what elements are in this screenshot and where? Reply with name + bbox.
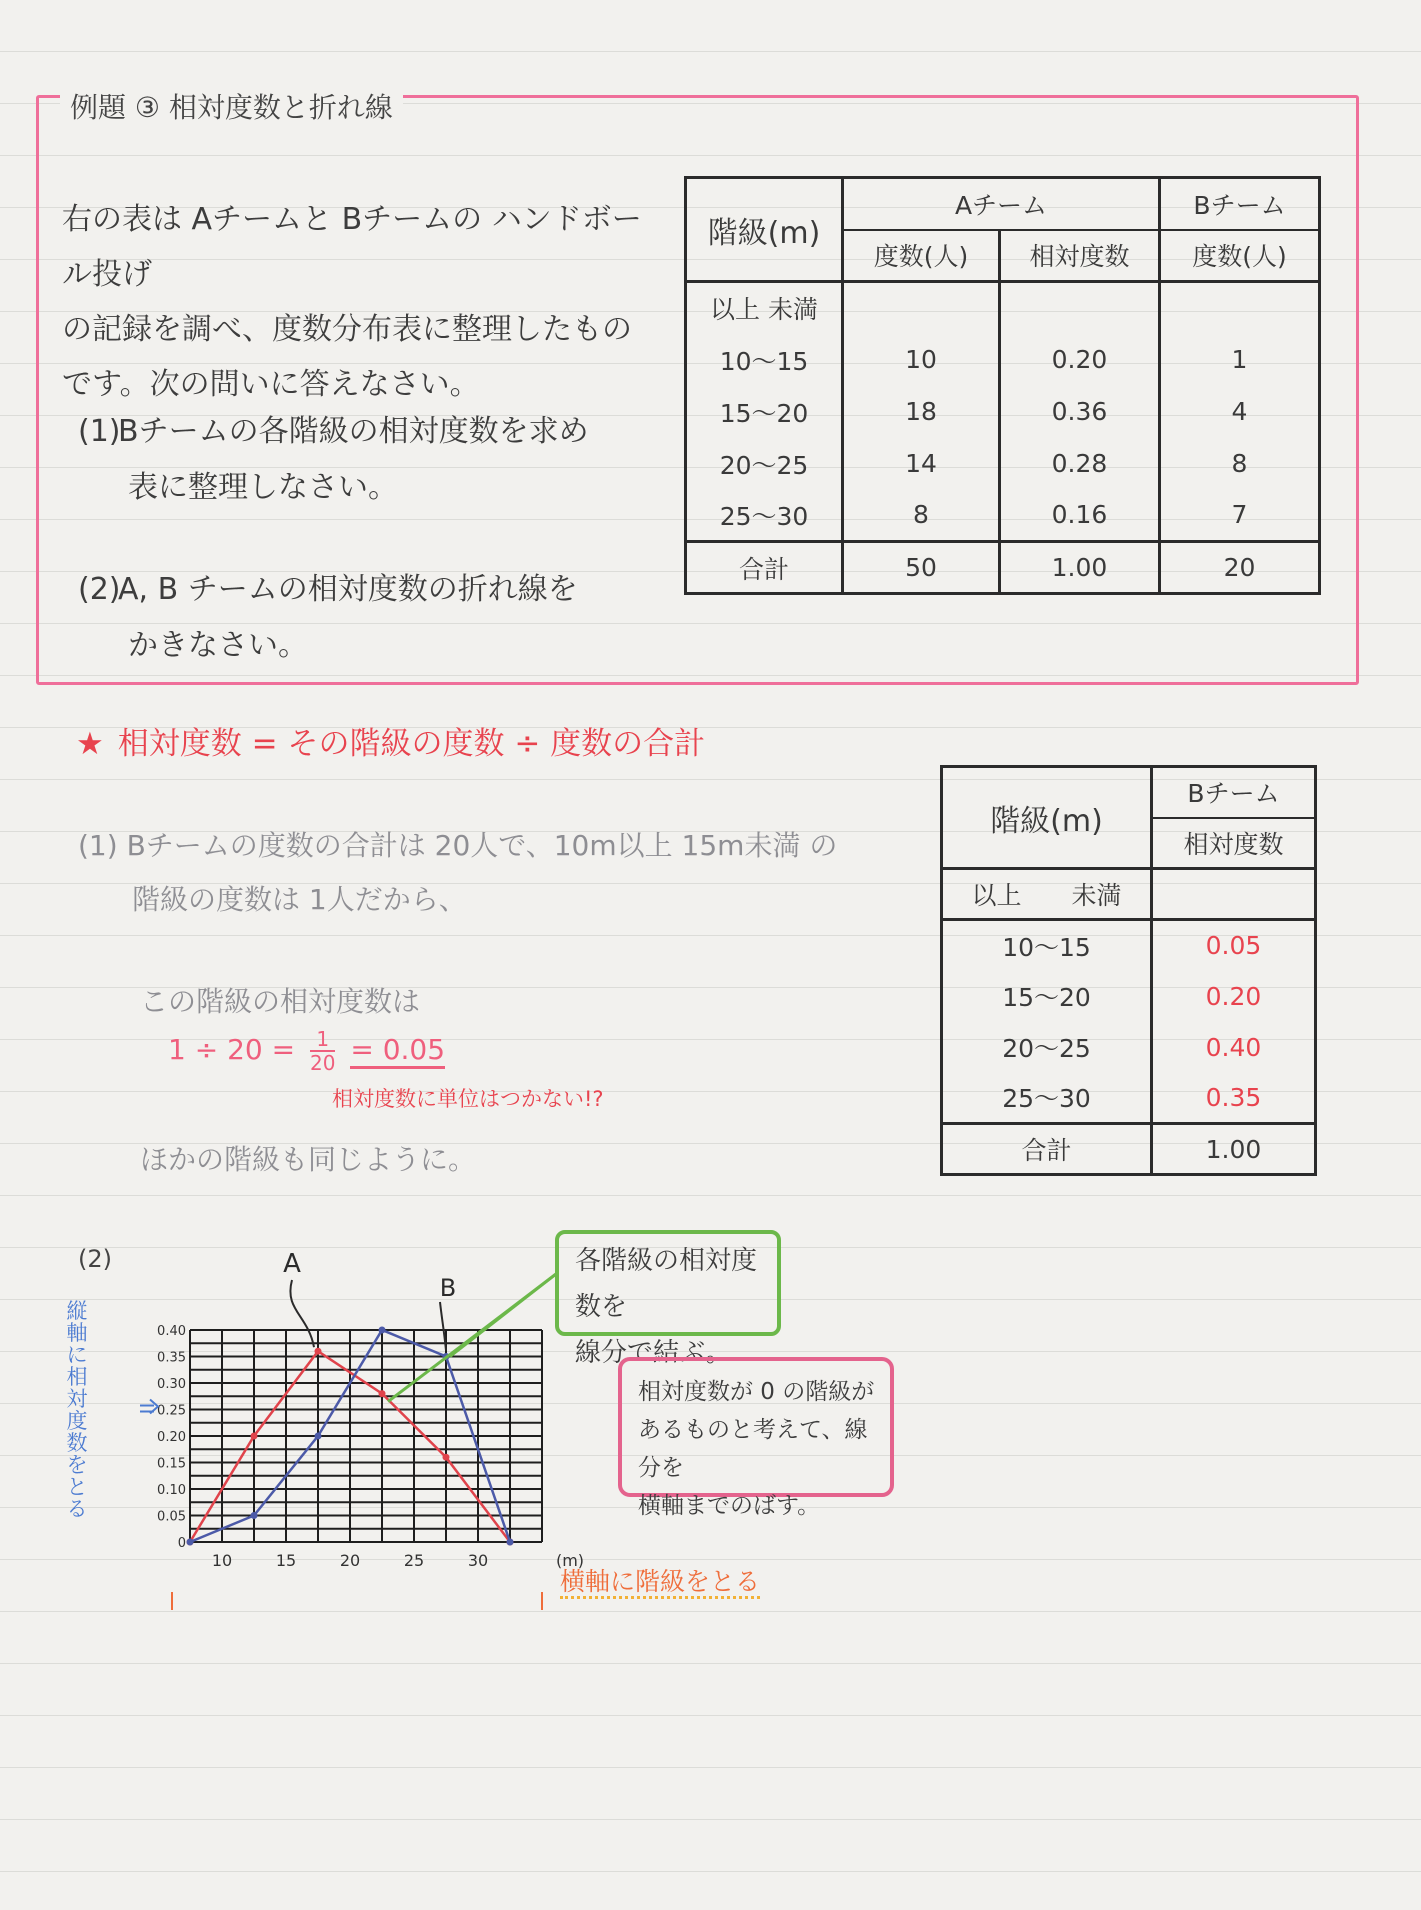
table1-cell-b-freq: 7 [1160,490,1320,542]
table2-cell-class: 20〜25 [942,1022,1152,1073]
table1-cell-a-rel: 0.16 [1000,490,1160,542]
table1-total-a-rel: 1.00 [1000,542,1160,594]
problem-line-3: です。次の問いに答えなさい。 [62,367,480,402]
table2-range-label: 以上 未満 [942,869,1152,920]
x-tick-label: 30 [467,1551,489,1570]
table1-cell-class: 15〜20 [686,386,843,438]
table1-cell-class: 10〜15 [686,334,843,386]
y-tick-label: 0.05 [157,1509,186,1525]
table1-header-team-a: Aチーム [843,178,1160,230]
calc-left: 1 ÷ 20 = [168,1033,296,1066]
table1-cell-class: 20〜25 [686,438,843,490]
data-point-a [251,1433,258,1440]
pink-note-line-2: あるものと考えて、線分を [638,1417,868,1481]
x-axis-note [560,1562,760,1598]
y-tick-label: 0.15 [157,1456,186,1472]
table1-cell-a-freq: 8 [843,490,1000,542]
solution-line-4: ほかの階級も同じように。 [140,1143,477,1176]
question-1-number: (1) [78,414,121,449]
x-axis-bracket [172,1592,550,1610]
solution-line-3: この階級の相対度数は [140,985,421,1018]
data-point-b [507,1539,514,1546]
green-note-line-1: 各階級の相対度数を [575,1246,758,1322]
fraction-numerator: 1 [316,1027,330,1051]
table1-cell-a-freq: 14 [843,438,1000,490]
table1-header-team-b: Bチーム [1160,178,1320,230]
table1-total-a-freq: 50 [843,542,1000,594]
series-label-a: A [283,1249,301,1279]
table2-cell-rel: 0.35 [1152,1073,1316,1124]
table-row [686,490,1320,542]
x-axis-note-text: 横軸に階級をとる [560,1567,760,1599]
chart-grid [190,1330,542,1542]
table1-sub-rel-a: 相対度数 [1000,230,1160,282]
data-point-a [315,1348,322,1355]
question-2-label: (2) [78,1245,112,1273]
relative-frequency-polygon-chart [60,1220,620,1610]
data-point-b [315,1433,322,1440]
x-tick-label: 10 [211,1551,233,1570]
table1-cell-class: 25〜30 [686,490,843,542]
data-point-b [379,1327,386,1334]
y-tick-label: 0.30 [157,1377,186,1392]
table1-header-class: 階級(m) [686,178,843,282]
data-point-a [443,1454,450,1461]
problem-line-1: 右の表は Aチームと Bチームの ハンドボール投げ [62,202,642,292]
table1-sub-freq-a: 度数(人) [843,230,1000,282]
green-note-box [555,1230,781,1368]
table-row [686,438,1320,490]
y-tick-label: 0 [177,1536,186,1551]
calc-result: = 0.05 [350,1033,445,1069]
table1-range-label: 以上 未満 [686,282,843,334]
table1-cell-a-rel: 0.36 [1000,386,1160,438]
question-1-line-1: Bチームの各階級の相対度数を求め [118,414,589,449]
label-leader-a [290,1280,314,1347]
table2-cell-rel: 0.40 [1152,1022,1316,1073]
table2-cell-class: 25〜30 [942,1073,1152,1124]
table1-total-label: 合計 [686,542,843,594]
table-row [942,1073,1316,1124]
table2-total-rel: 1.00 [1152,1124,1316,1175]
table2-header-team-b: Bチーム [1152,767,1316,818]
calculation [168,1028,445,1074]
table1-sub-freq-b: 度数(人) [1160,230,1320,282]
pink-note-line-3: 横軸までのばす。 [638,1493,821,1519]
series-label-b: B [439,1274,457,1302]
question-1-line-2: 表に整理しなさい。 [128,470,398,505]
problem-line-2: の記録を調べ、度数分布表に整理したもの [62,312,632,347]
y-tick-label: 0.10 [157,1483,186,1498]
data-point-b [251,1512,258,1519]
table2-cell-class: 10〜15 [942,920,1152,971]
data-point-b [187,1539,194,1546]
fraction-denominator: 20 [309,1051,336,1075]
y-ticks [157,1324,186,1551]
problem-statement [62,192,662,412]
formula-text: 相対度数 = その階級の度数 ÷ 度数の合計 [117,726,706,762]
table1-cell-b-freq: 4 [1160,386,1320,438]
solution-line-2: 階級の度数は 1人だから、 [132,883,467,916]
team-b-relative-table [940,765,1317,1176]
y-tick-label: 0.35 [157,1350,186,1366]
y-tick-label: 0.25 [157,1403,186,1419]
table-row [942,920,1316,971]
solution-line-1: (1) Bチームの度数の合計は 20人で、10m以上 15m未満 の [78,829,838,862]
x-ticks [212,1551,584,1570]
x-tick-label: 25 [403,1551,425,1570]
x-axis-label: (m) [555,1551,585,1570]
table-row [686,334,1320,386]
question-2-line-2: かきなさい。 [128,628,308,663]
table1-cell-a-rel: 0.28 [1000,438,1160,490]
green-note-line-2: 線分で結ぶ。 [575,1338,732,1368]
table-row-total [686,542,1320,594]
table-row [942,971,1316,1022]
table1-cell-b-freq: 8 [1160,438,1320,490]
table2-sub-rel: 相対度数 [1152,818,1316,869]
table-row [942,1022,1316,1073]
table2-header-class: 階級(m) [942,767,1152,869]
fraction [310,1028,335,1074]
question-2-line-1: A, B チームの相対度数の折れ線を [118,572,578,607]
relative-frequency-formula [76,718,705,763]
table1-cell-a-freq: 18 [843,386,1000,438]
y-axis-note: 縦軸に相対度数をとる [66,1299,88,1521]
table1-total-b-freq: 20 [1160,542,1320,594]
table-row [686,386,1320,438]
table2-cell-class: 15〜20 [942,971,1152,1022]
y-tick-label: 0.20 [157,1430,186,1445]
table2-cell-rel: 0.20 [1152,971,1316,1022]
pink-note-line-1: 相対度数が 0 の階級が [638,1379,875,1405]
x-tick-label: 15 [275,1551,297,1570]
data-point-a [379,1390,386,1397]
star-icon: ★ [76,726,104,762]
question-1 [78,404,678,516]
table-row-total [942,1124,1316,1175]
x-tick-label: 20 [339,1551,361,1570]
table2-total-label: 合計 [942,1124,1152,1175]
question-2 [78,562,678,674]
table1-cell-a-freq: 10 [843,334,1000,386]
frequency-table [684,176,1321,595]
pink-note-box [618,1357,894,1519]
unit-note: 相対度数に単位はつかない!? [332,1087,604,1111]
problem-title: 例題 ③ 相対度数と折れ線 [60,86,403,126]
y-axis-arrow-icon [140,1400,158,1414]
question-2-number: (2) [78,572,121,607]
table2-cell-rel: 0.05 [1152,920,1316,971]
table1-cell-a-rel: 0.20 [1000,334,1160,386]
table1-cell-b-freq: 1 [1160,334,1320,386]
y-tick-label: 0.40 [157,1324,186,1339]
